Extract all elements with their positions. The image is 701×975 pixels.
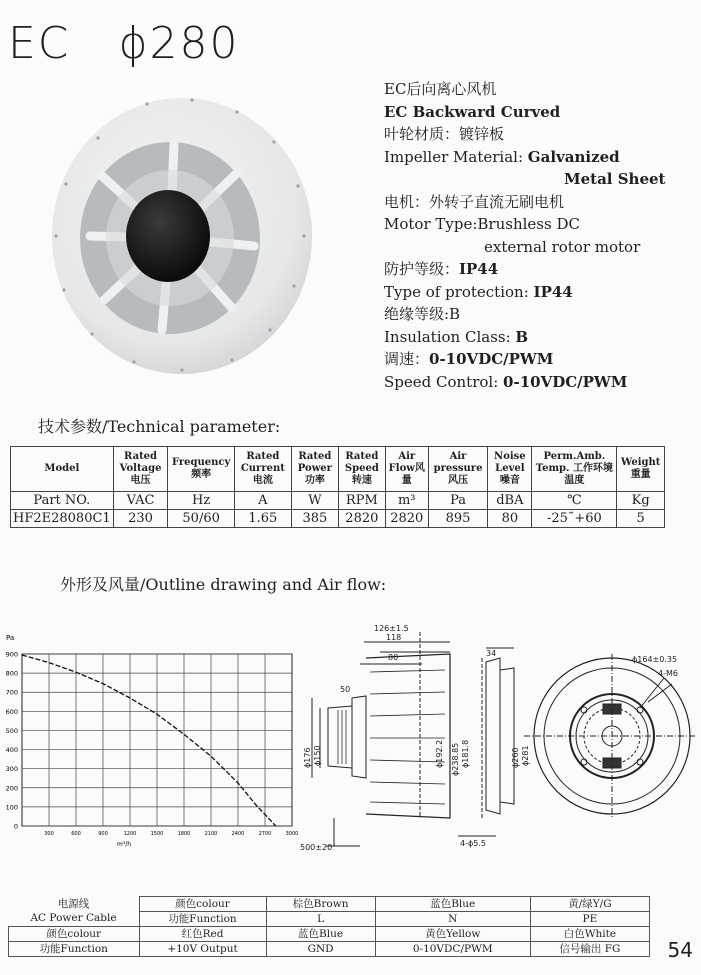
cable-cell: 电源线 (57, 897, 90, 910)
tech-table (10, 446, 665, 528)
cable-cell: 蓝色Blue (266, 927, 375, 942)
y-tick-label: 0 (13, 822, 18, 831)
y-axis-label: Pa (6, 634, 15, 642)
cable-cell: 黄/绿Y/G (530, 897, 649, 912)
unit-cell: W (291, 492, 338, 510)
cable-row (9, 942, 650, 957)
x-tick-label: 600 (71, 831, 81, 837)
unit-cell: dBA (488, 492, 532, 510)
x-tick-label: 900 (98, 831, 108, 837)
outline-heading: 外形及风量/Outline drawing and Air flow: (60, 575, 387, 594)
col-weight: Weight 重量 (617, 447, 665, 492)
value-cell: 385 (291, 510, 338, 528)
inlet-ring-view (482, 648, 514, 818)
col-model: Model (11, 447, 114, 492)
col-voltage: Rated Voltage 电压 (113, 447, 168, 492)
cable-row (9, 927, 650, 942)
impeller-cn: 叶轮材质：镀锌板 (384, 125, 505, 143)
value-cell: 1.65 (234, 510, 291, 528)
motor-en: Motor Type:Brushless DC (384, 215, 580, 233)
col-current: Rated Current 电流 (234, 447, 291, 492)
value-cell: 80 (488, 510, 532, 528)
protection-en: Type of protection: IP44 (384, 282, 573, 301)
unit-cell: Pa (428, 492, 488, 510)
x-tick-label: 2400 (231, 831, 245, 837)
y-tick-label: 400 (5, 746, 18, 755)
cable-cell: GND (266, 942, 375, 957)
insulation-cn: 绝缘等级:B (384, 305, 461, 323)
impeller-en-2: Metal Sheet (564, 170, 666, 188)
dim-238: ϕ238.85 (451, 742, 460, 776)
x-tick-label: 2100 (204, 831, 218, 837)
tech-heading: 技术参数/Technical parameter: (38, 417, 281, 436)
cable-table (8, 896, 650, 957)
dim-150: ϕ150 (313, 745, 322, 766)
dim-500: 500±20 (300, 843, 333, 852)
dim-80: 80 (388, 653, 399, 662)
x-tick-label: 300 (44, 831, 54, 837)
unit-cell: ℃ (532, 492, 617, 510)
y-tick-label: 100 (5, 803, 18, 812)
unit-cell: VAC (113, 492, 168, 510)
front-view (524, 654, 695, 818)
motor-en-2: external rotor motor (484, 237, 641, 256)
dim-55: 4-ϕ5.5 (460, 839, 486, 848)
unit-cell: A (234, 492, 291, 510)
value-cell: 2820 (338, 510, 385, 528)
y-tick-label: 800 (5, 669, 18, 678)
fan-image (42, 86, 322, 386)
cable-cell: 颜色colour (139, 897, 266, 912)
y-tick-label: 200 (5, 784, 18, 793)
value-cell: -25˜+60 (532, 510, 617, 528)
product-size: ϕ280 (118, 18, 240, 69)
product-code: EC (8, 18, 71, 69)
dim-260: ϕ260 (511, 747, 520, 768)
cable-row (9, 912, 650, 927)
x-tick-label: 3000 (285, 831, 299, 837)
value-cell: HF2E28080C1 (11, 510, 114, 528)
cable-cell: 0-10VDC/PWM (375, 942, 530, 957)
tech-unit-row (11, 492, 665, 510)
unit-cell: Hz (168, 492, 234, 510)
dim-118: 118 (386, 633, 402, 642)
tech-value-row (11, 510, 665, 528)
cable-cell: 功能Function (139, 912, 266, 927)
cable-cell: 蓝色Blue (375, 897, 530, 912)
y-tick-label: 300 (5, 765, 18, 774)
page-number: 54 (667, 938, 693, 962)
dim-50: 50 (340, 685, 351, 694)
speed-cn: 调速：0-10VDC/PWM (384, 350, 554, 368)
col-temp: Perm.Amb. Temp. 工作环境温度 (532, 447, 617, 492)
x-tick-label: 1500 (150, 831, 164, 837)
cable-row (9, 897, 650, 912)
unit-cell: RPM (338, 492, 385, 510)
col-frequency: Frequency 频率 (168, 447, 234, 492)
value-cell: 230 (113, 510, 168, 528)
cable-cell: N (375, 912, 530, 927)
dim-34: 34 (486, 649, 497, 658)
dim-164: ϕ164±0.35 (632, 655, 678, 664)
col-pressure: Air pressure 风压 (428, 447, 488, 492)
col-airflow: Air Flow风 量 (385, 447, 428, 492)
col-noise: Noise Level 噪音 (488, 447, 532, 492)
dim-281: ϕ281 (521, 745, 530, 766)
dim-192: ϕ192.2 (435, 739, 444, 768)
cable-cell: 信号输出 FG (530, 942, 649, 957)
x-tick-label: 2700 (258, 831, 272, 837)
product-title (8, 18, 240, 69)
cable-cell: +10V Output (139, 942, 266, 957)
outline-drawing (300, 618, 695, 858)
speed-en: Speed Control: 0-10VDC/PWM (384, 372, 628, 391)
cable-cell: L (266, 912, 375, 927)
dim-m6: 4-M6 (658, 669, 678, 678)
cable-cell: 红色Red (139, 927, 266, 942)
y-tick-label: 900 (5, 650, 18, 659)
cable-cell: AC Power Cable (30, 912, 117, 925)
col-power: Rated Power 功率 (291, 447, 338, 492)
insulation-en: Insulation Class: B (384, 327, 529, 346)
unit-cell: Kg (617, 492, 665, 510)
unit-cell: Part NO. (11, 492, 114, 510)
cable-cell: 颜色colour (9, 927, 140, 942)
protection-cn: 防护等级：IP44 (384, 260, 499, 278)
tech-header-row (11, 447, 665, 492)
impeller-en: Impeller Material: Galvanized (384, 147, 620, 166)
cable-cell: 白色White (530, 927, 649, 942)
spec-block (384, 78, 684, 393)
x-axis-label: m³/h (117, 841, 132, 848)
x-tick-label: 1200 (123, 831, 137, 837)
value-cell: 2820 (385, 510, 428, 528)
type-cn: EC后向离心风机 (384, 80, 497, 98)
cable-cell: PE (530, 912, 649, 927)
value-cell: 50/60 (168, 510, 234, 528)
unit-cell: m³ (385, 492, 428, 510)
value-cell: 895 (428, 510, 488, 528)
airflow-chart (0, 628, 300, 850)
dim-126: 126±1.5 (374, 624, 409, 633)
x-tick-label: 1800 (177, 831, 191, 837)
dim-181: ϕ181.8 (461, 739, 470, 768)
cable-cell: 黄色Yellow (375, 927, 530, 942)
y-tick-label: 500 (5, 726, 18, 735)
dim-176: ϕ176 (303, 747, 312, 768)
cable-cell: 功能Function (9, 942, 140, 957)
y-tick-label: 700 (5, 688, 18, 697)
motor-cn: 电机：外转子直流无刷电机 (384, 192, 565, 211)
type-en: EC Backward Curved (384, 102, 561, 121)
side-view (312, 632, 450, 846)
col-speed: Rated Speed 转速 (338, 447, 385, 492)
value-cell: 5 (617, 510, 665, 528)
y-tick-label: 600 (5, 707, 18, 716)
cable-cell: 棕色Brown (266, 897, 375, 912)
